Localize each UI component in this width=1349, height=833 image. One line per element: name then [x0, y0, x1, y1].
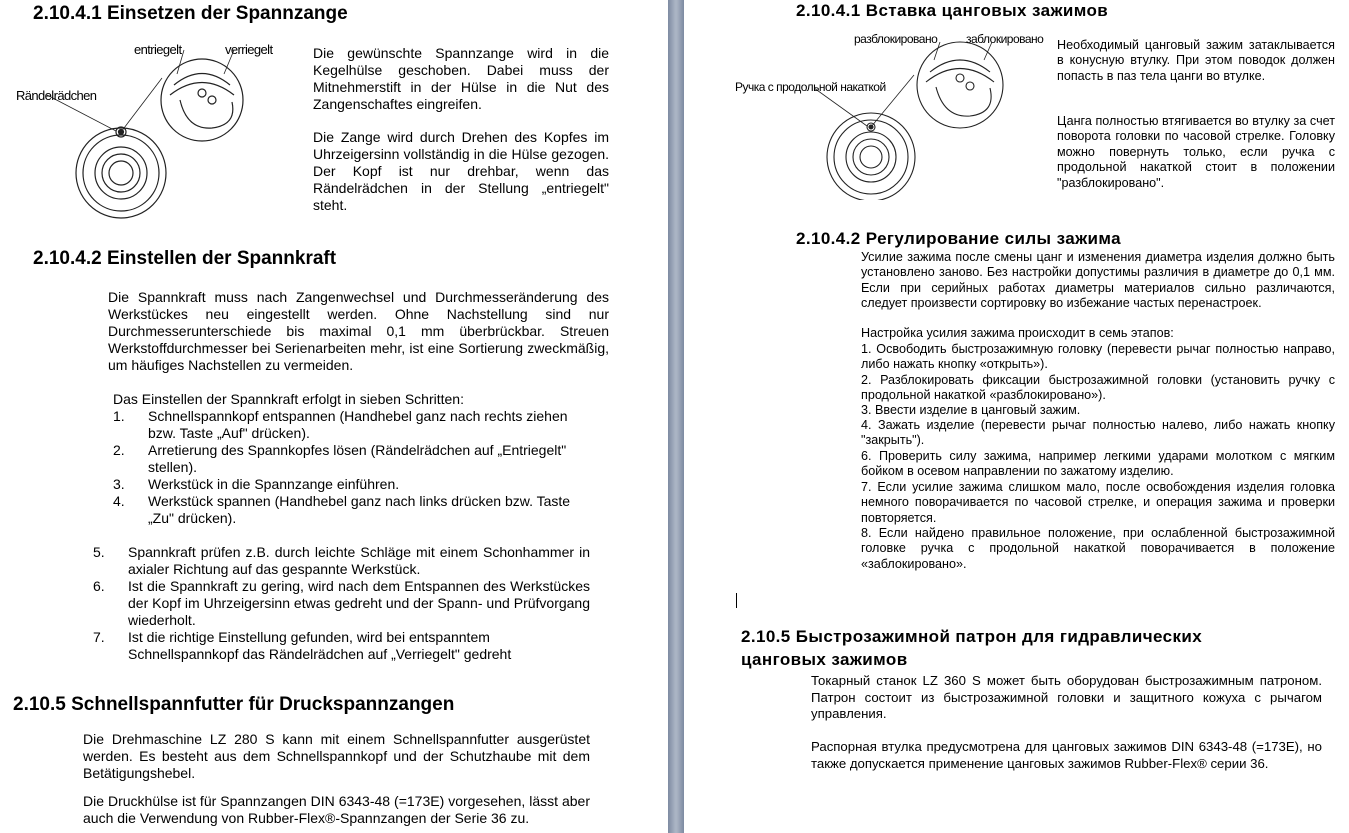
label-unlocked: разблокировано	[854, 32, 938, 46]
paragraph: Die Spannkraft muss nach Zangenwechsel und Durchmesseränderung des Werkstückes neu eingestellt werden. Ohne Nachstellung sind nur Durchmesserunterschiede bis maximal 0,1 mm überbrückbar. Streuen Werkstoffdurchmesser bei Serienarbeiten mehr, ist eine Sortierung zweckmäßig, um häufiges Nachstellen zu vermeiden.	[108, 289, 609, 373]
label-knurled-handle: Ручка с продольной накаткой	[735, 80, 886, 94]
paragraph: Необходимый цанговый зажим затаклывается в конусную втулку. При этом поводок должен попасть в паз тела цанги во втулке.	[1057, 38, 1335, 83]
list-item: 1. Освободить быстрозажимную головку (перевести рычаг полностью направо, либо нажать кнопку «открыть»).	[861, 342, 1335, 372]
page-gutter	[668, 0, 684, 833]
collet-head-figure	[814, 30, 1054, 200]
list-item: 1. Schnellspannkopf entspannen (Handhebel ganz nach rechts ziehen bzw. Taste „Auf" drücken).	[113, 408, 568, 441]
list-item: 8. Если найдено правильное положение, при ослабленной быстрозажимной головке ручка с продольной накаткой поворачивается в положение «заблокировано».	[861, 526, 1335, 571]
list-item: 2. Arretierung des Spannkopfes lösen (Rändelrädchen auf „Entriegelt" stellen).	[113, 442, 567, 475]
heading-2-10-5-ru: 2.10.5 Быстрозажимной патрон для гидравлических	[741, 627, 1203, 646]
list-item: 4. Werkstück spannen (Handhebel ganz nach links drücken bzw. Taste „Zu" drücken).	[113, 493, 571, 526]
list-item: 7. Ist die richtige Einstellung gefunden, wird bei entspanntem Schnellspannkopf das Rändelrädchen auf „Verriegelt" gedreht	[93, 629, 512, 662]
document-page-russian	[684, 0, 1349, 833]
list-item: 3. Ввести изделие в цанговый зажим.	[861, 403, 1081, 417]
label-locked: verriegelt	[225, 42, 273, 57]
heading-2-10-5-ru-line2: цанговых зажимов	[741, 650, 908, 669]
label-knurled-wheel: Rändelrädchen	[16, 88, 97, 103]
collet-head-figure	[12, 40, 302, 220]
list-item: 4. Зажать изделие (перевести рычаг полностью налево, либо нажать кнопку "закрыть").	[861, 418, 1335, 448]
text-cursor	[736, 593, 737, 608]
heading-2-10-4-2: 2.10.4.2 Einstellen der Spannkraft	[33, 248, 337, 269]
list-item: 6. Ist die Spannkraft zu gering, wird nach dem Entspannen des Werkstückes der Kopf im Uhrzeigersinn etwas gedreht und der Spann- und Prüfvorgang wiederholt.	[93, 578, 590, 628]
heading-2-10-4-1-ru: 2.10.4.1 Вставка цанговых зажимов	[796, 1, 1109, 20]
paragraph: Усилие зажима после смены цанг и изменения диаметра изделия должно быть установлено заново. Без настройки допустимы различия в диаметре до 0,1 мм. Если при серийных работах диаметры материалов сильно различаются, следует произвести сортировку во избежание частых перенастроек.	[861, 250, 1335, 311]
paragraph-intro: Настройка усилия зажима происходит в семь этапов:	[861, 326, 1174, 340]
paragraph: Токарный станок LZ 360 S может быть оборудован быстрозажимным патроном. Патрон состоит из быстрозажимной головки и защитного кожуха с рычагом управления.	[811, 673, 1322, 721]
list-item: 7. Если усилие зажима слишком мало, после освобождения изделия головка немного поворачивается по часовой стрелке, и операция зажима и проверки повторяется.	[861, 480, 1335, 525]
label-locked: заблокировано	[966, 32, 1044, 46]
document-page-german: 2.10.4.1 Einsetzen der Spannzange entriegelt verriegelt Rändelrädchen Die gewünschte Spannzange wird in die Kegelhülse geschoben. Dabei muss der Mitnehmerstift in der Hülse in die Nut des Zangenschaftes eingreifen. Die Zange wird durch Drehen des Kopfes im Uhrzeigersinn vollständig in die Hülse gezogen. Der Kopf ist nur drehbar, wenn das Rändelrädchen in der Stellung „entriegelt" steht. 2.10.4.2 Einstellen der Spannkraft Die Spannkraft muss nach Zangenwechsel und Durchmesseränderung des Werkstückes neu eingestellt werden. Ohne Nachstellung sind nur Durchmesserunterschiede bis maximal 0,1 mm überbrückbar. Streuen Werkstoffdurchmesser bei Serienarbeiten mehr, ist eine Sortierung zweckmäßig, um häufiges Nachstellen zu vermeiden. Das Einstellen der Spannkraft erfolgt in sieben Schritten: 1. Schnellspannkopf entspannen (Handhebel ganz nach rechts ziehen bzw. Taste „Auf" drücken). 2. Arretierung des Spannkopfes lösen (Rändelrädchen auf „Entriegelt" stellen). 3. Werkstück in die Spannzange einführen. 4. Werkstück spannen (Handhebel ganz nach links drücken bzw. Taste „Zu" drücken). 5. Spannkraft prüfen z.B. durch leichte Schläge mit einem Schonhammer in axialer Richtung auf das gespannte Werkstück. 6. Ist die Spannkraft zu gering, wird nach dem Entspannen des Werkstückes der Kopf im Uhrzeigersinn etwas gedreht und der Spann- und Prüfvorgang wiederholt. 7. Ist die richtige Einstellung gefunden, wird bei entspanntem Schnellspannkopf das Rändelrädchen auf „Verriegelt" gedreht 2.10.5 Schnellspannfutter für Druckspannzangen Die Drehmaschine LZ 280 S kann mit einem Schnellspannfutter ausgerüstet werden. Es besteht aus dem Schnellspannkopf und der Schutzhaube mit dem Betätigungshebel. Die Druckhülse ist für Spannzangen DIN 6343-48 (=173E) vorgesehen, lässt aber auch die Verwendung von Rubber-Flex®-Spannzangen der Serie 36 zu.	[0, 0, 668, 833]
paragraph: Die gewünschte Spannzange wird in die Kegelhülse geschoben. Dabei muss der Mitnehmerstift in der Hülse in die Nut des Zangenschaftes eingreifen.	[313, 45, 609, 112]
label-unlocked: entriegelt	[134, 42, 182, 57]
list-item: 6. Проверить силу зажима, например легкими ударами молотком с мягким бойком в осевом направлении по зажатому изделию.	[861, 449, 1335, 479]
paragraph: Die Druckhülse ist für Spannzangen DIN 6343-48 (=173E) vorgesehen, lässt aber auch die Verwendung von Rubber-Flex®-Spannzangen der Serie 36 zu.	[83, 793, 590, 826]
paragraph: Цанга полностью втягивается во втулку за счет поворота головки по часовой стрелке. Головку можно повернуть только, если ручка с продольной накаткой стоит в положении "разблокировано".	[1057, 114, 1335, 190]
paragraph: Die Drehmaschine LZ 280 S kann mit einem Schnellspannfutter ausgerüstet werden. Es besteht aus dem Schnellspannkopf und der Schutzhaube mit dem Betätigungshebel.	[83, 731, 590, 781]
paragraph: Die Zange wird durch Drehen des Kopfes im Uhrzeigersinn vollständig in die Hülse gezogen. Der Kopf ist nur drehbar, wenn das Rändelrädchen in der Stellung „entriegelt" steht.	[313, 129, 609, 213]
heading-2-10-4-1: 2.10.4.1 Einsetzen der Spannzange	[33, 3, 348, 24]
heading-2-10-4-2-ru: 2.10.4.2 Регулирование силы зажима	[796, 229, 1121, 248]
paragraph: Распорная втулка предусмотрена для цанговых зажимов DIN 6343-48 (=173E), но также допускается применение цанговых зажимов Rubber-Flex® серии 36.	[811, 739, 1322, 771]
list-item: 5. Spannkraft prüfen z.B. durch leichte Schläge mit einem Schonhammer in axialer Richtung auf das gespannte Werkstück.	[93, 544, 590, 577]
heading-2-10-5: 2.10.5 Schnellspannfutter für Druckspannzangen	[13, 694, 455, 715]
list-item: 3. Werkstück in die Spannzange einführen.	[113, 476, 400, 492]
list-item: 2. Разблокировать фиксации быстрозажимной головки (установить ручку с продольной накаткой «разблокировано»).	[861, 373, 1335, 403]
